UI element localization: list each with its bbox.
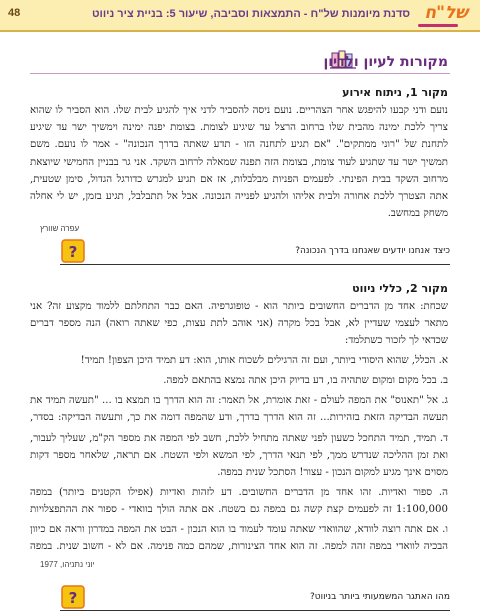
svg-text:?: ?: [68, 243, 78, 261]
logo-underline: [418, 24, 458, 27]
rule-item: ג. אל "תאנוס" את המפה לעולם - זאת אומרת, אל תאמר: זה הוא הדרך בו תמצא בו ... "תעשה תמיד את תעשה הבדיקה הזאת בזהירות... זה הוא הדרך בדרך, ודע שהמפה דומה את כך, ותעשה הבדיקה: בסדר,: [30, 395, 448, 424]
page-header: [0, 0, 480, 32]
source-2-credit: יוני נתניהו, 1977: [40, 560, 95, 569]
section-title: מקורות לעיון ולדיון: [323, 54, 448, 70]
svg-text:?: ?: [68, 589, 78, 607]
question-2-text: מהו האתגר המשמעותי ביותר בניווט?: [310, 592, 450, 602]
rule-item: ד. תמיד, תמיד התחכל כשעון לפני שאתה מתחיל ללכת, חשב לפי המפה את מספר הק"מ, שעליך לעבור, ואת זמן ההליכה שנדרש ממך, לפי תנאי הדרך, לפי המשא ולפי השטח. אם תראה, שלאחר מספר דקות מסוים אינך מגיע למקום הנכון - עצור! הסתכל שנית במפה.: [30, 433, 448, 479]
source-1-text: נועם ודני קבעו להיפגש אחר הצהריים. נועם ניסה להסביר לדני איך להגיע לבית שלו. הוא הסביר לו שהוא צריך ללכת ימינה מהבית שלו ברחוב הרצל עד שיגיע לצומת. בצומת יפנה ימינה וימשיך ישר עד שיגיע לתחנת של "רוני ממתקים". "אם תגיע לתחנה הזו - תדע שאתה בדרך הנכונה" - אמר לו נועם. משם תמשיך ישר עד שתגיע לעוד צומת, בצומת הזה תפנה שמאלה לרחוב השקד. אני גר בבניין החמישי שיוצאת מרחוב השקד בבית הפינתי. לפעמים הפניות מבלבלות, אז אם תגיע למגרש כדורגל הגדול, סימן שטעית, אתה הצטרך ללכת אחורה ולבית אליהו ולהגיע לפנייה הנכונה. אבל אל תתבלבל, תגיע בזמן, יש לי אחלה משחק במחשב.: [30, 105, 448, 220]
question-1-text: כיצד אנחנו יודעים שאנחנו בדרך הנכונה?: [295, 246, 450, 256]
logo-text: של"ח: [424, 3, 468, 23]
question-1-box: [60, 238, 450, 265]
source-2-intro: שכחת: אחד מן הדברים החשובים ביותר הוא - טופוגרפיה. האם כבר התחלתם ללמוד מקצוע זה? אני מתאר לעצמי שעדיין לא, אבל בכל מקרה (אני אוהב לתת עצות, כפי שאתה רואה) הנה מספר דברים שכדאי לך לזכור כשתלמד:: [30, 301, 448, 347]
source-2-heading: מקור 2, כללי ניווט: [352, 282, 448, 295]
source-1-heading: מקור 1, ניתוח אירוע: [342, 86, 448, 99]
question-mark-icon: [60, 238, 86, 264]
page-number: 48: [8, 7, 21, 19]
question-2-box: [60, 584, 450, 611]
section-divider: [30, 73, 450, 74]
rule-item: ו. אם אתה רוצה לוודא, שהוואדי שאתה עומד לעמוד בו הוא הנכון - הבט את המפה במדרון וראה אם כיוון הבכיה לוואדי במפה זהה למפה. זה הוא אחד הצינורות, שמהם כמה פנימה. אם לא - חשוב שנית. במפה: [30, 524, 448, 553]
rule-item: ה. ספור ואדיות. זהו אחד מן הדברים החשובים. דע לזהות ואדיות (אפילו הקטנים ביותר) במפה 1:100,000 זה לפעמים קצת קשה גם במפה גם בשטח. אם אתה הולך בוואדי - ספור את ההתפצלויות: [30, 487, 448, 516]
shelach-logo: [416, 2, 474, 26]
rule-item: א. הכלל, שהוא היסודי ביותר, ועם זה הרגילים לשכוח אותו, הוא: דע תמיד היכן הצפון! תמיד!: [80, 355, 448, 366]
question-mark-icon: [60, 584, 86, 610]
header-title: סדנת מיומנות של"ח - התמצאות וסביבה, שיעור 5: בניית ציר ניווט: [91, 8, 410, 20]
rule-item: ב. בכל מקום ומקום שתהיה בו, דע בדיוק היכן אתה נמצא בהתאם למפה.: [163, 375, 448, 386]
source-1-credit: עפרה שוורץ: [40, 224, 80, 233]
